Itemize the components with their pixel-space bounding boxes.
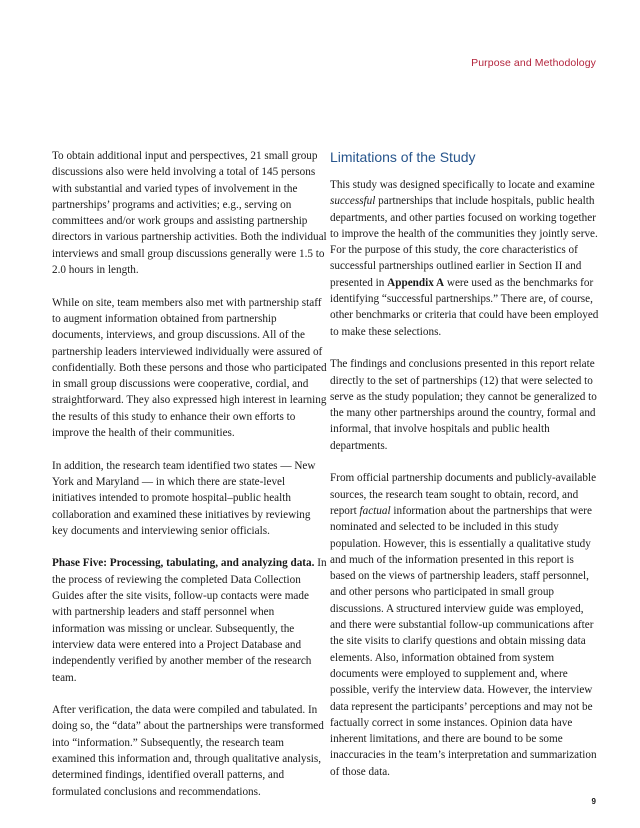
paragraph: In addition, the research team identified two states — New York and Maryland — in which there are state-level initiatives intended to promote hospital–public health collaboration and examined these initiatives by reviewing key documents and interviewing senior officials. <box>52 459 316 537</box>
paragraph <box>330 177 600 340</box>
emphasis-successful: successful <box>330 195 376 208</box>
emphasis-factual: factual <box>359 504 391 517</box>
running-header: Purpose and Methodology <box>471 57 596 69</box>
phase-five-body: In the process of reviewing the completed Data Collection Guides after the site visits, follow-up contacts were made with partnership leaders and staff personnel when information was missing or unclear. Subsequently, the interview data were entered into a Project Database and independently verified by another member of the research team. <box>52 557 327 684</box>
right-column <box>330 148 600 796</box>
text-run: were used as the benchmarks for identifying “successful partnerships.” There are, of course, other benchmarks or criteria that could have been employed to make these selections. <box>330 276 599 338</box>
section-heading: Limitations of the Study <box>330 149 476 165</box>
paragraph: After verification, the data were compiled and tabulated. In doing so, the “data” about the partnerships were transformed into “information.” Subsequently, the research team examined this information and, through qualitative analysis, determined findings, identified overall patterns, and formulated conclusions and recommendations. <box>52 704 324 798</box>
appendix-reference: Appendix A <box>387 276 445 289</box>
text-run: information about the partnerships that were nominated and selected to be included in this study population. However, this is essentially a qualitative study and much of the information presented in this report is based on the views of partnership leaders, staff personnel, and other persons who participated in small group discussions. A structured interview guide was employed, and there were substantial follow-up communications after the site visits to clarify questions and obtain missing data elements. Also, information obtained from system documents were employed to supplement and, where possible, verify the interview data. However, the interview data represent the participants’ perceptions and may not be factually correct in some instances. Opinion data have inherent limitations, and there are bound to be some inaccuracies in the team’s interpretation and summarization of those data. <box>330 504 597 778</box>
paragraph <box>330 470 600 780</box>
text-run: From official partnership documents and publicly-available sources, the research team sought to obtain, record, and report <box>330 472 597 517</box>
paragraph: To obtain additional input and perspectives, 21 small group discussions also were held involving a total of 145 persons with substantial and varied types of involvement in the partnerships’ programs and activities; e.g., serving on committees and/or work groups and assisting partnership directors in various partnership activities. Both the individual interviews and small group discussions generally were 1.5 to 2.0 hours in length. <box>52 150 327 277</box>
phase-five-heading: Phase Five: Processing, tabulating, and analyzing data. <box>52 557 315 570</box>
page-number: 9 <box>591 797 596 806</box>
text-run: This study was designed specifically to locate and examine <box>330 179 595 191</box>
paragraph: While on site, team members also met with partnership staff to augment information obtained from partnership documents, interviews, and group discussions. All of the partnership leaders interviewed individually were assured of confidentially. Both these persons and those who participated in small group discussions were cooperative, cordial, and straightforward. They also expressed high interest in learning the results of this study to enhance their own efforts to improve the health of their communities. <box>52 296 327 440</box>
text-run: partnerships that include hospitals, public health departments, and other parties focused on working together to improve the health of the communities they jointly serve. For the purpose of this study, the core characteristics of successful partnerships outlined earlier in Section II and presented in <box>330 195 598 289</box>
paragraph: The findings and conclusions presented in this report relate directly to the set of partnerships (12) that were selected to serve as the study population; they cannot be generalized to the many other partnerships around the country, formal and informal, that involve hospitals and public health departments. <box>330 358 597 452</box>
paragraph <box>52 555 328 685</box>
left-column <box>52 148 328 816</box>
